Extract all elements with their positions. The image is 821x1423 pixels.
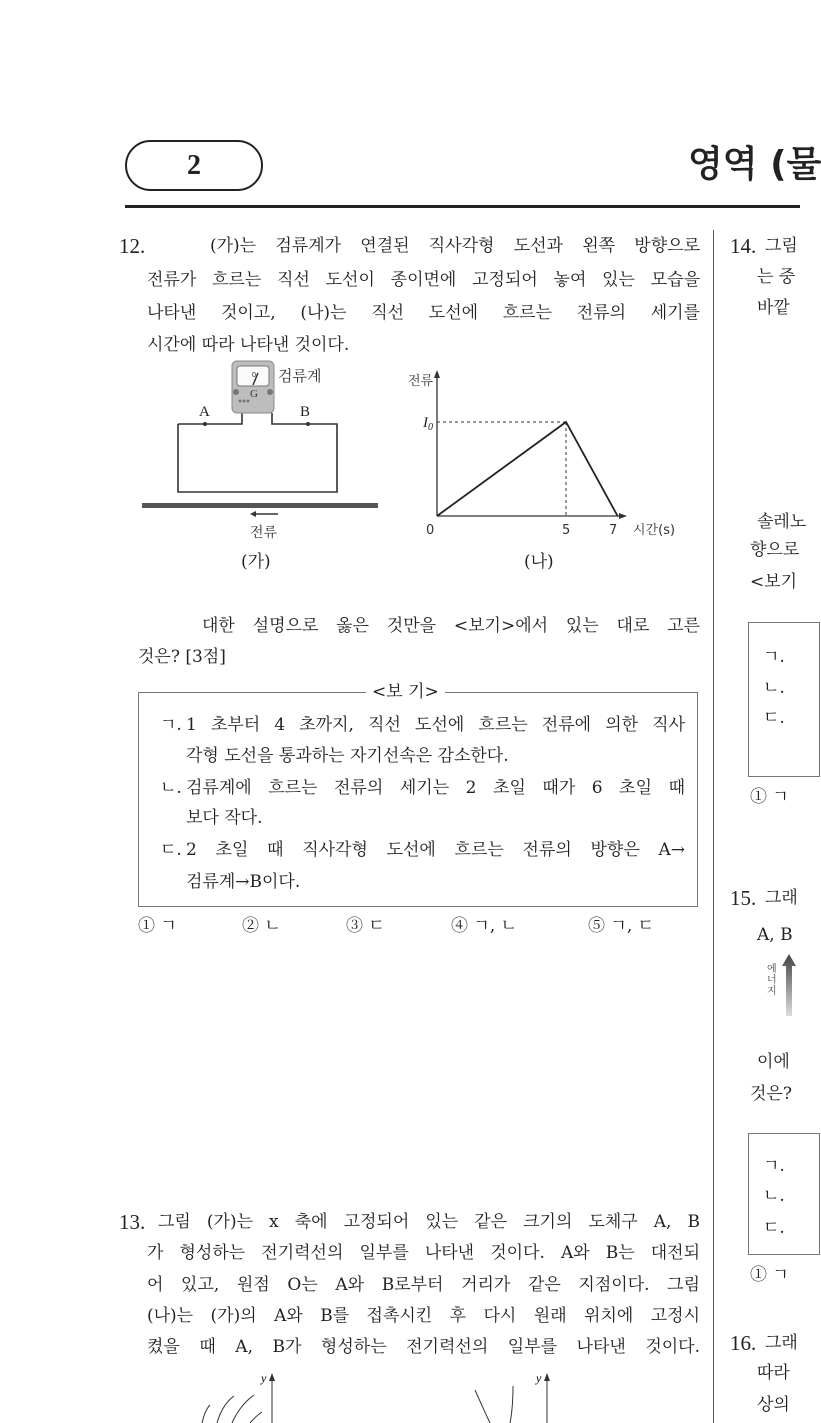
q14-number: 14. [730,234,757,258]
choice-1[interactable]: ① ㄱ [138,916,177,936]
q13-line: 켰을 때 A, B가 형성하는 전기력선의 일부를 나타낸 것이다. [147,1337,700,1357]
q12-line: (가)는 검류계가 연결된 직사각형 도선과 왼쪽 방향으로 [210,236,700,256]
energy-axis-label: 에너지 [767,964,777,997]
field-lines-a [202,1395,262,1423]
q13-line: 가 형성하는 전기력선의 일부를 나타낸 것이다. A와 B는 대전되 [147,1243,700,1263]
circuit-figure [130,355,400,515]
bogi-item: ㄱ. 1 초부터 4 초까지, 직선 도선에 흐르는 전류에 의한 직사 각형 도선을 통과하는 자기선속은 감소한다. [160,715,685,766]
choice-4[interactable]: ④ ㄱ, ㄴ [451,916,518,936]
field-lines-b [475,1386,513,1423]
q15-text: 이에 [757,1052,790,1072]
x-axis-label: 시간(s) [633,523,676,538]
q12-prompt: 것은? [3점] [138,647,226,667]
choice-5[interactable]: ⑤ ㄱ, ㄷ [588,916,655,936]
page-number-badge: 2 [125,140,263,191]
q14-text: 그림 [765,236,798,256]
q13-number: 13. [119,1210,146,1234]
tick-5: 5 [562,523,571,538]
q13-line: 그림 (가)는 x 축에 고정되어 있는 같은 크기의 도체구 A, B [158,1212,700,1232]
meter-letter: G [250,388,258,400]
i0-label: $I_0$ [423,415,433,433]
q15-text: 것은? [750,1084,792,1104]
q15-bogi-item: ㄴ. [763,1186,785,1206]
q16-number: 16. [730,1331,757,1355]
q15-bogi-item: ㄱ. [763,1156,785,1176]
figure-caption-b: (나) [524,552,554,572]
section-title: 영역 (물 [688,144,821,185]
y-axis-label: 전류 [408,374,434,389]
y-label-b: y [536,1371,542,1385]
q15-text: A, B [757,925,793,945]
galvanometer-label: 검류계 [278,367,322,385]
current-direction [240,508,300,543]
q14-text: 바깥 [757,298,790,318]
y-label-a: y [261,1371,267,1385]
q15-text: 그래 [765,888,798,908]
q13-line: 어 있고, 원점 O는 A와 B로부터 거리가 같은 지점이다. 그림 [147,1275,700,1295]
q14-bogi-item: ㄷ. [763,708,785,728]
rectangular-wire [178,413,337,492]
choice-2[interactable]: ② ㄴ [242,916,281,936]
column-divider [713,230,714,1423]
q13-line: (나)는 (가)의 A와 B를 접촉시킨 후 다시 원래 위치에 고정시 [147,1306,700,1326]
bogi-item: ㄴ. 검류계에 흐르는 전류의 세기는 2 초일 때가 6 초일 때 보다 작다. [160,778,685,828]
figure-caption-a: (가) [241,552,271,572]
q14-choice-1[interactable]: ① ㄱ [750,787,789,807]
current-label: 전류 [250,525,278,541]
q14-bogi-item: ㄴ. [763,678,785,698]
q15-bogi-item: ㄷ. [763,1218,785,1238]
field-line-figures [150,1370,610,1423]
q12-line: 시간에 따라 나타낸 것이다. [147,335,350,355]
point-b-label: B [300,404,311,420]
q16-text: 상의 [757,1395,790,1415]
q14-bogi-box [748,622,820,777]
current-line [437,422,618,516]
header-rule [125,205,800,208]
galvanometer-icon [232,361,274,413]
q14-text: 는 중 [757,267,796,287]
q15-choice-1[interactable]: ① ㄱ [750,1265,789,1285]
q14-text: 향으로 [750,540,800,560]
meter-zero: 0 [252,372,256,379]
tick-7: 7 [609,523,618,538]
bogi-item: ㄷ. 2 초일 때 직사각형 도선에 흐르는 전류의 방향은 A→ 검류계→B이다. [160,840,685,892]
energy-arrow-icon [781,952,797,1018]
point-a-label: A [199,404,210,420]
q15-number: 15. [730,886,757,910]
q14-text: <보기 [750,572,798,592]
choice-3[interactable]: ③ ㄷ [346,916,385,936]
q16-text: 그래 [765,1333,798,1353]
q16-text: 따라 [757,1363,790,1383]
q14-text: 솔레노 [757,512,807,532]
bogi-title: <보 기> [366,682,445,702]
q12-number: 12. [119,234,146,258]
q12-line: 전류가 흐르는 직선 도선이 종이면에 고정되어 놓여 있는 모습을 [147,270,700,290]
current-time-graph [400,365,690,540]
tick-0: 0 [426,523,435,538]
q12-prompt: 대한 설명으로 옳은 것만을 <보기>에서 있는 대로 고른 [202,616,700,636]
q14-bogi-item: ㄱ. [763,647,785,667]
q12-line: 나타낸 것이고, (나)는 직선 도선에 흐르는 전류의 세기를 [147,303,700,323]
